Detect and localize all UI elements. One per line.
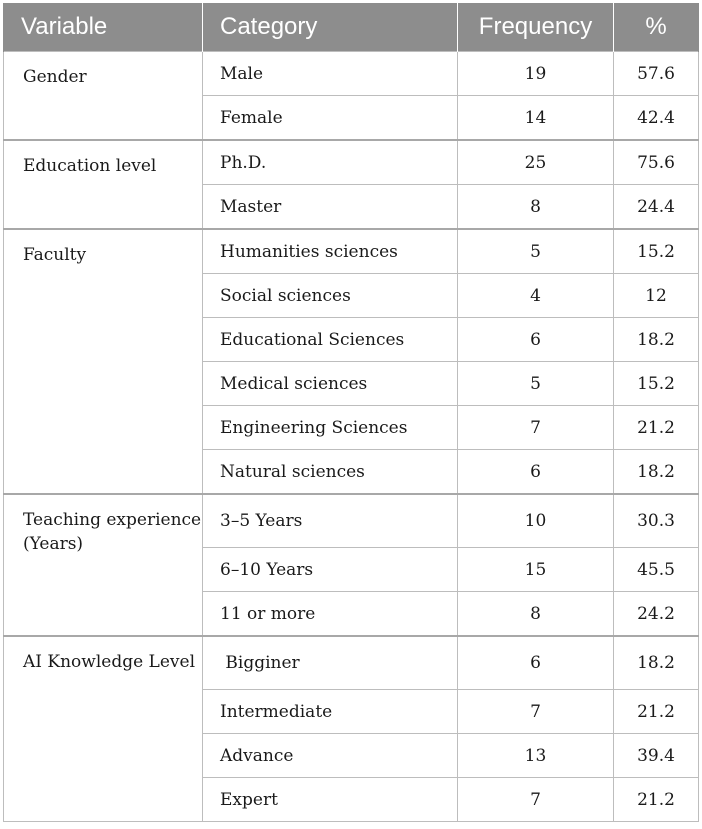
category-cell: 3–5 Years [203, 494, 458, 548]
percent-cell: 24.2 [614, 592, 699, 637]
percent-cell: 18.2 [614, 450, 699, 495]
variable-cell: Education level [4, 140, 203, 229]
category-cell: Intermediate [203, 690, 458, 734]
percent-cell: 21.2 [614, 406, 699, 450]
percent-cell: 15.2 [614, 229, 699, 274]
table-row [4, 140, 699, 185]
table-row [4, 636, 699, 690]
category-cell: Bigginer [203, 636, 458, 690]
header-variable: Variable [4, 3, 203, 52]
frequency-cell: 14 [458, 96, 614, 141]
frequency-cell: 7 [458, 778, 614, 822]
percent-cell: 21.2 [614, 690, 699, 734]
percent-cell: 15.2 [614, 362, 699, 406]
percent-cell: 24.4 [614, 185, 699, 230]
frequency-cell: 8 [458, 185, 614, 230]
frequency-cell: 10 [458, 494, 614, 548]
percent-cell: 12 [614, 274, 699, 318]
frequency-cell: 5 [458, 362, 614, 406]
category-cell: 6–10 Years [203, 548, 458, 592]
category-cell: 11 or more [203, 592, 458, 637]
table-body [4, 52, 699, 822]
demographics-table [3, 3, 699, 822]
category-cell: Ph.D. [203, 140, 458, 185]
category-cell: Female [203, 96, 458, 141]
percent-cell: 39.4 [614, 734, 699, 778]
header-percent: % [614, 3, 699, 52]
header-category: Category [203, 3, 458, 52]
table-row [4, 494, 699, 548]
frequency-cell: 6 [458, 318, 614, 362]
header-frequency: Frequency [458, 3, 614, 52]
category-cell: Medical sciences [203, 362, 458, 406]
variable-cell: Gender [4, 52, 203, 141]
percent-cell: 21.2 [614, 778, 699, 822]
frequency-cell: 7 [458, 690, 614, 734]
frequency-cell: 6 [458, 450, 614, 495]
frequency-cell: 13 [458, 734, 614, 778]
percent-cell: 57.6 [614, 52, 699, 96]
category-cell: Engineering Sciences [203, 406, 458, 450]
category-cell: Social sciences [203, 274, 458, 318]
frequency-cell: 19 [458, 52, 614, 96]
category-cell: Natural sciences [203, 450, 458, 495]
frequency-cell: 25 [458, 140, 614, 185]
frequency-cell: 8 [458, 592, 614, 637]
variable-cell: Teaching experience (Years) [4, 494, 203, 636]
table-row [4, 229, 699, 274]
frequency-cell: 6 [458, 636, 614, 690]
category-cell: Expert [203, 778, 458, 822]
percent-cell: 18.2 [614, 636, 699, 690]
frequency-cell: 5 [458, 229, 614, 274]
percent-cell: 18.2 [614, 318, 699, 362]
header-row [4, 3, 699, 52]
category-cell: Advance [203, 734, 458, 778]
percent-cell: 45.5 [614, 548, 699, 592]
percent-cell: 75.6 [614, 140, 699, 185]
table-row [4, 52, 699, 96]
category-cell: Male [203, 52, 458, 96]
frequency-cell: 4 [458, 274, 614, 318]
frequency-cell: 15 [458, 548, 614, 592]
table-header [4, 3, 699, 52]
frequency-cell: 7 [458, 406, 614, 450]
category-cell: Master [203, 185, 458, 230]
percent-cell: 42.4 [614, 96, 699, 141]
category-cell: Humanities sciences [203, 229, 458, 274]
variable-cell: Faculty [4, 229, 203, 494]
category-cell: Educational Sciences [203, 318, 458, 362]
variable-cell: AI Knowledge Level [4, 636, 203, 822]
percent-cell: 30.3 [614, 494, 699, 548]
